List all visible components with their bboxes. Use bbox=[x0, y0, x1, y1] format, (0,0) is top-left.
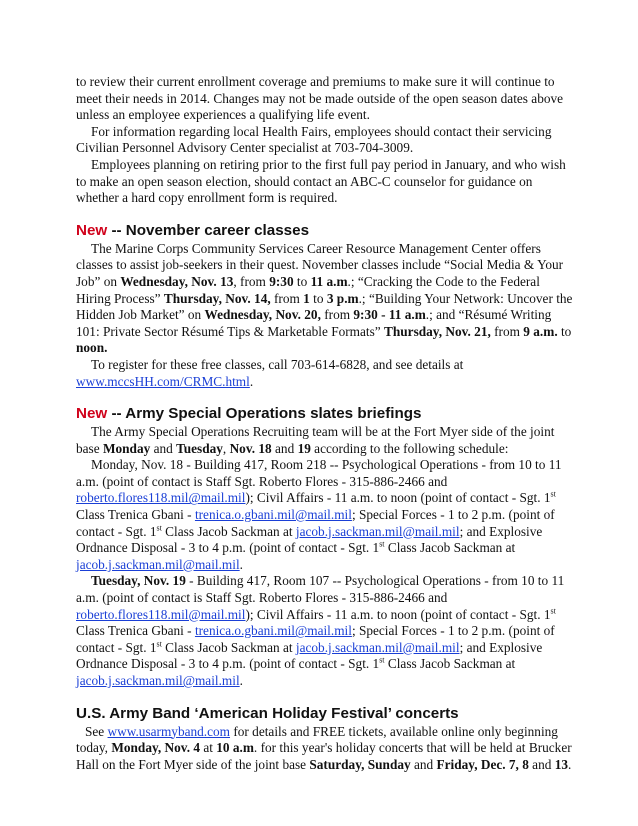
text-run: ; and Explosive Ordnance Disposal - 3 to 4 p.m. (point of contact - Sgt. 1 bbox=[76, 639, 543, 672]
date-bold: Monday, Nov. 4 bbox=[111, 740, 200, 756]
date-bold: Tuesday, Nov. 19 bbox=[91, 573, 186, 589]
date-bold: Saturday, Sunday bbox=[309, 756, 411, 772]
text-run: To register for these free classes, call 703-614-6828, and see details at bbox=[91, 356, 464, 372]
text-run: for details and FREE tickets, available online only beginning today, bbox=[76, 723, 558, 756]
text-run: See bbox=[85, 723, 108, 739]
text-run: and bbox=[271, 440, 298, 456]
text-run: and bbox=[150, 440, 177, 456]
text-run: The Marine Corps Community Services Career Resource Management Center offers classes to assist job-seekers in their quest. November classes include “Social Media & Your Job” on bbox=[76, 240, 564, 289]
time-bold: 9:30 - 11 a.m bbox=[353, 307, 426, 323]
text-run: Class Jacob Sackman at bbox=[384, 656, 516, 672]
time-bold: 11 a.m bbox=[310, 273, 348, 289]
ordinal-suffix: st bbox=[156, 523, 162, 533]
email-link[interactable]: trenica.o.gbani.mil@mail.mil bbox=[194, 623, 352, 639]
usarmyband-link[interactable]: www.usarmyband.com bbox=[107, 723, 231, 739]
text-run: Class Jacob Sackman at bbox=[384, 540, 516, 556]
text-run: according to the following schedule: bbox=[310, 440, 509, 456]
date-bold: Thursday, Nov. 21, bbox=[384, 323, 491, 339]
text-run: and bbox=[528, 756, 555, 772]
ordinal-suffix: st bbox=[379, 539, 385, 549]
date-bold: Friday, Dec. 7, 8 bbox=[436, 756, 529, 772]
date-bold: Wednesday, Nov. 20, bbox=[204, 307, 321, 323]
text-run: ); Civil Affairs - 11 a.m. to noon (point of contact - Sgt. 1 bbox=[245, 606, 551, 622]
document-page bbox=[76, 74, 576, 773]
text-run: . bbox=[239, 673, 243, 688]
text-run: from bbox=[270, 290, 304, 306]
career-heading-text: -- November career classes bbox=[107, 221, 310, 239]
text-run: Class Trenica Gbani - bbox=[76, 623, 195, 639]
text-run: to bbox=[293, 273, 311, 289]
ordinal-suffix: st bbox=[379, 655, 385, 665]
time-bold: 1 bbox=[303, 290, 310, 306]
time-bold: 3 p.m bbox=[326, 290, 359, 306]
email-link[interactable]: roberto.flores118.mil@mail.mil bbox=[76, 490, 246, 506]
text-run: . for this year's holiday concerts that will be held at Brucker Hall on the Fort Myer side of the joint base bbox=[76, 740, 572, 772]
ordinal-suffix: st bbox=[156, 639, 162, 649]
text-run: from bbox=[320, 307, 354, 323]
date-bold: Nov. 18 bbox=[229, 440, 272, 456]
monday-schedule bbox=[76, 457, 576, 573]
time-bold: 10 a.m bbox=[216, 740, 254, 756]
text-run: Class Jacob Sackman at bbox=[161, 639, 296, 655]
date-bold: 19 bbox=[297, 440, 311, 456]
text-run: Class Trenica Gbani - bbox=[76, 507, 195, 523]
date-bold: 13 bbox=[554, 756, 568, 772]
text-run: , bbox=[222, 440, 230, 456]
date-bold: Wednesday, Nov. 13 bbox=[120, 273, 234, 289]
text-run: . bbox=[568, 756, 572, 772]
army-band-heading: U.S. Army Band ‘American Holiday Festival’ concerts bbox=[76, 704, 459, 722]
text-run: .; and “Résumé Writing 101: Private Sector Résumé Tips & Marketable Formats” bbox=[76, 307, 552, 339]
text-run: .; “Cracking the Code to the Federal Hiring Process” bbox=[76, 273, 540, 306]
email-link[interactable]: jacob.j.sackman.mil@mail.mil bbox=[76, 556, 240, 572]
text-run: Class Jacob Sackman at bbox=[161, 523, 296, 539]
intro-paragraph-1: to review their current enrollment coverage and premiums to make sure it will continue to meet their needs in 2014. Changes may not be made outside of the open season dates above unless an employee experiences a qualifying life event. bbox=[76, 74, 564, 123]
text-run: , from bbox=[233, 273, 270, 289]
new-label: New bbox=[76, 221, 108, 239]
day-bold: Tuesday bbox=[176, 440, 223, 456]
text-run: The Army Special Operations Recruiting team will be at the Fort Myer side of the joint base bbox=[76, 424, 555, 456]
text-run: and bbox=[410, 756, 437, 772]
intro-paragraph-3: Employees planning on retiring prior to the first full pay period in January, and who wish to make an open season election, should contact an ABC-C counselor for guidance on whether a hard copy enrollment form is required. bbox=[76, 156, 566, 206]
text-run: from bbox=[490, 323, 524, 339]
text-run: . bbox=[249, 373, 254, 389]
text-run: . bbox=[239, 556, 243, 572]
ordinal-suffix: st bbox=[550, 490, 556, 500]
text-run: ; Special Forces - 1 to 2 p.m. (point of contact - Sgt. 1 bbox=[76, 623, 555, 655]
email-link[interactable]: jacob.j.sackman.mil@mail.mil bbox=[295, 523, 460, 539]
army-heading-text: -- Army Special Operations slates briefings bbox=[107, 405, 422, 423]
text-run: to bbox=[557, 323, 572, 339]
email-link[interactable]: jacob.j.sackman.mil@mail.mil bbox=[76, 673, 240, 688]
career-paragraph-1 bbox=[76, 241, 576, 357]
time-bold: 9:30 bbox=[269, 273, 294, 289]
text-run: at bbox=[200, 740, 217, 756]
text-run: ; and Explosive Ordnance Disposal - 3 to 4 p.m. (point of contact - Sgt. 1 bbox=[76, 523, 543, 556]
ordinal-suffix: st bbox=[550, 606, 556, 616]
text-run: Monday, Nov. 18 - Building 417, Room 218 -- Psychological Operations - from 10 to 11 a.m. (point of contact is Staff Sgt. Roberto Flores - 315-886-2466 and bbox=[76, 457, 562, 489]
tuesday-schedule bbox=[76, 573, 576, 689]
text-run: .; “Building Your Network: Uncover the Hidden Job Market” on bbox=[76, 290, 573, 323]
date-bold: Thursday, Nov. 14, bbox=[163, 290, 271, 306]
new-label: New bbox=[76, 405, 108, 423]
time-bold: noon. bbox=[76, 340, 108, 356]
career-paragraph-2 bbox=[76, 357, 576, 390]
army-paragraph-1 bbox=[76, 424, 576, 457]
day-bold: Monday bbox=[102, 440, 151, 456]
text-run: to bbox=[309, 290, 327, 306]
career-classes-heading bbox=[76, 221, 576, 240]
crmc-link[interactable]: www.mccsHH.com/CRMC.html bbox=[76, 373, 250, 389]
email-link[interactable]: jacob.j.sackman.mil@mail.mil bbox=[295, 639, 460, 655]
intro-paragraph-2: For information regarding local Health Fairs, employees should contact their servicing Civilian Personnel Advisory Center specialist at 703-704-3009. bbox=[76, 123, 552, 156]
text-run: ); Civil Affairs - 11 a.m. to noon (point of contact - Sgt. 1 bbox=[245, 490, 551, 506]
email-link[interactable]: trenica.o.gbani.mil@mail.mil bbox=[194, 507, 352, 523]
text-run: - Building 417, Room 107 -- Psychological Operations - from 10 to 11 a.m. (point of contact is Staff Sgt. Roberto Flores - 315-886-2466 and bbox=[76, 573, 565, 606]
band-paragraph bbox=[76, 724, 576, 774]
text-run: ; Special Forces - 1 to 2 p.m. (point of contact - Sgt. 1 bbox=[76, 507, 555, 539]
army-briefings-heading bbox=[76, 404, 576, 423]
email-link[interactable]: roberto.flores118.mil@mail.mil bbox=[76, 606, 246, 622]
time-bold: 9 a.m. bbox=[523, 323, 558, 339]
